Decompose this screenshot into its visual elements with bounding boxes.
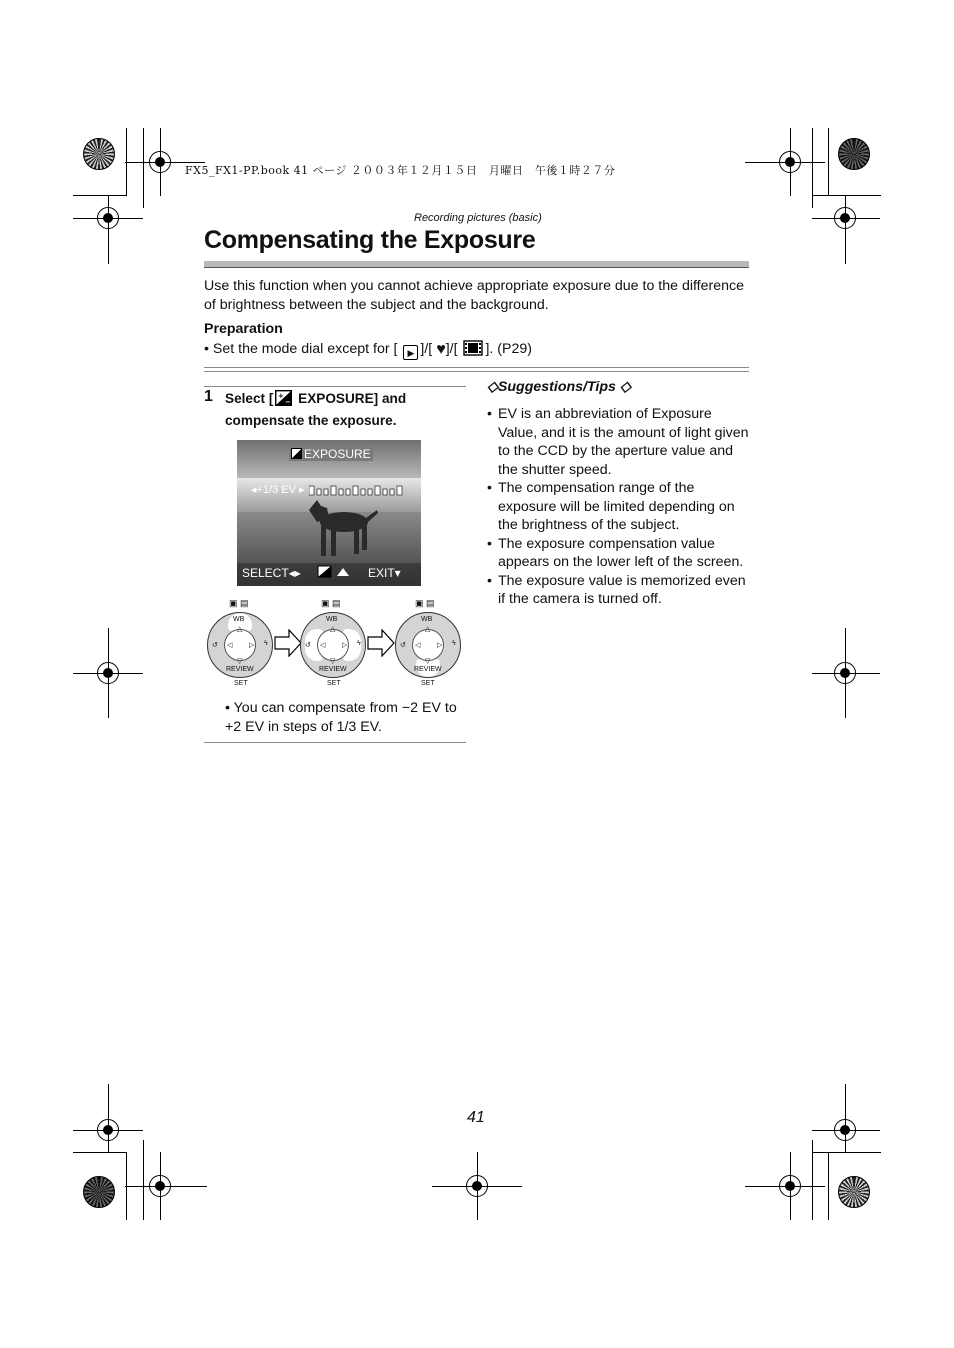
cursor-dial-left-right-pressed xyxy=(300,612,366,678)
svg-text:−: − xyxy=(285,398,292,406)
svg-text:+: + xyxy=(278,392,285,400)
dial-timer-icon: ↺ xyxy=(212,642,218,649)
dial-top-label: WB xyxy=(421,616,433,623)
dial-left-arrow-icon: ◁ xyxy=(320,642,326,649)
exposure-label-text: EXPOSURE xyxy=(304,447,371,461)
exit-hint: EXIT▾ xyxy=(368,566,401,580)
registration-mark xyxy=(149,151,171,173)
dial-top-label: WB xyxy=(326,616,338,623)
step-rule-top xyxy=(204,386,466,387)
dial-down-arrow-icon: ▽ xyxy=(425,658,431,665)
dial-timer-icon: ↺ xyxy=(400,642,406,649)
running-head: Recording pictures (basic) xyxy=(414,212,542,224)
color-wheel-mark xyxy=(83,138,115,170)
preparation-separator: ]/[ xyxy=(445,341,458,357)
exposure-screen-label xyxy=(289,447,373,461)
dial-right-arrow-icon: ▷ xyxy=(249,642,255,649)
arrow-right-icon xyxy=(367,629,395,657)
mode-icons: ▣ ▤ xyxy=(415,598,435,608)
dial-up-arrow-icon: △ xyxy=(330,626,336,633)
dial-up-arrow-icon: △ xyxy=(425,626,431,633)
tip-item: • The exposure value is memorized even if the camera is turned off. xyxy=(487,572,749,609)
preparation-heading: Preparation xyxy=(204,321,283,337)
page-number: 41 xyxy=(467,1109,485,1126)
print-header: FX5_FX1-PP.book 41 ページ ２００３年１２月１５日 月曜日 午後１時２７分 xyxy=(185,164,616,177)
exposure-icon xyxy=(275,390,292,412)
select-hint: SELECT◂▸ xyxy=(242,566,301,580)
heart-icon: ♥ xyxy=(436,341,446,358)
dial-right-arrow-icon: ▷ xyxy=(437,642,443,649)
dial-bottom-label: REVIEW xyxy=(319,666,347,673)
preparation-text-before: • Set the mode dial except for [ xyxy=(204,341,398,357)
section-divider xyxy=(204,367,749,372)
playback-icon: ▶ xyxy=(403,345,418,360)
step-rule-bottom xyxy=(204,742,466,743)
exposure-up-hint-icon xyxy=(317,564,351,580)
dog-photo xyxy=(299,492,379,562)
page-title: Compensating the Exposure xyxy=(204,226,536,254)
tips-list xyxy=(487,405,749,609)
dial-down-arrow-icon: ▽ xyxy=(330,658,336,665)
color-wheel-mark xyxy=(83,1176,115,1208)
color-wheel-mark xyxy=(838,1176,870,1208)
mode-icons: ▣ ▤ xyxy=(229,598,249,608)
tip-item: • The compensation range of the exposure will be limited depending on the brightness of the subject. xyxy=(487,479,749,535)
dial-set-label: SET xyxy=(234,680,248,687)
cursor-dial-up-pressed xyxy=(207,612,273,678)
ev-scale xyxy=(309,484,405,496)
registration-mark xyxy=(779,1175,801,1197)
registration-mark xyxy=(97,662,119,684)
motion-picture-icon xyxy=(463,340,483,360)
registration-mark xyxy=(834,207,856,229)
preparation-text xyxy=(204,340,532,360)
ev-value: ◂+1/3 EV ▸ xyxy=(251,484,305,496)
cursor-dial-down-pressed xyxy=(395,612,461,678)
color-wheel-mark xyxy=(838,138,870,170)
title-underline xyxy=(204,261,749,268)
camera-lcd-screen xyxy=(237,440,421,586)
registration-mark xyxy=(466,1175,488,1197)
dial-set-label: SET xyxy=(421,680,435,687)
registration-mark xyxy=(779,151,801,173)
intro-paragraph: Use this function when you cannot achieve appropriate exposure due to the difference of brightness between the subject and the background. xyxy=(204,278,745,313)
step-number: 1 xyxy=(204,388,213,405)
tip-item: • The exposure compensation value appears on the lower left of the screen. xyxy=(487,535,749,572)
dial-top-label: WB xyxy=(233,616,245,623)
dial-bottom-label: REVIEW xyxy=(414,666,442,673)
dial-down-arrow-icon: ▽ xyxy=(237,658,243,665)
dial-left-arrow-icon: ◁ xyxy=(415,642,421,649)
dial-flash-icon: ϟ xyxy=(452,640,456,647)
registration-mark xyxy=(149,1175,171,1197)
registration-mark xyxy=(834,1119,856,1141)
preparation-separator: ]/[ xyxy=(420,341,433,357)
registration-mark xyxy=(834,662,856,684)
registration-mark xyxy=(97,207,119,229)
tips-heading: ◇Suggestions/Tips ◇ xyxy=(487,379,631,395)
step-instruction xyxy=(225,390,465,430)
dial-flash-icon: ϟ xyxy=(357,640,361,647)
dial-left-arrow-icon: ◁ xyxy=(227,642,233,649)
step-text-after: EXPOSURE] and compensate the exposure. xyxy=(225,391,407,428)
compensation-range-note: • You can compensate from −2 EV to +2 EV in steps of 1/3 EV. xyxy=(225,700,457,735)
dial-flash-icon: ϟ xyxy=(264,640,268,647)
tip-item: • EV is an abbreviation of Exposure Value, and it is the amount of light given to the CCD by the aperture value and the shutter speed. xyxy=(487,405,749,479)
preparation-text-after: ]. (P29) xyxy=(485,341,532,357)
dial-right-arrow-icon: ▷ xyxy=(342,642,348,649)
exposure-icon xyxy=(291,448,302,459)
arrow-right-icon xyxy=(274,629,302,657)
mode-icons: ▣ ▤ xyxy=(321,598,341,608)
dial-set-label: SET xyxy=(327,680,341,687)
dial-up-arrow-icon: △ xyxy=(237,626,243,633)
registration-mark xyxy=(97,1119,119,1141)
dial-bottom-label: REVIEW xyxy=(226,666,254,673)
step-text-before: Select [ xyxy=(225,391,274,406)
dial-timer-icon: ↺ xyxy=(305,642,311,649)
